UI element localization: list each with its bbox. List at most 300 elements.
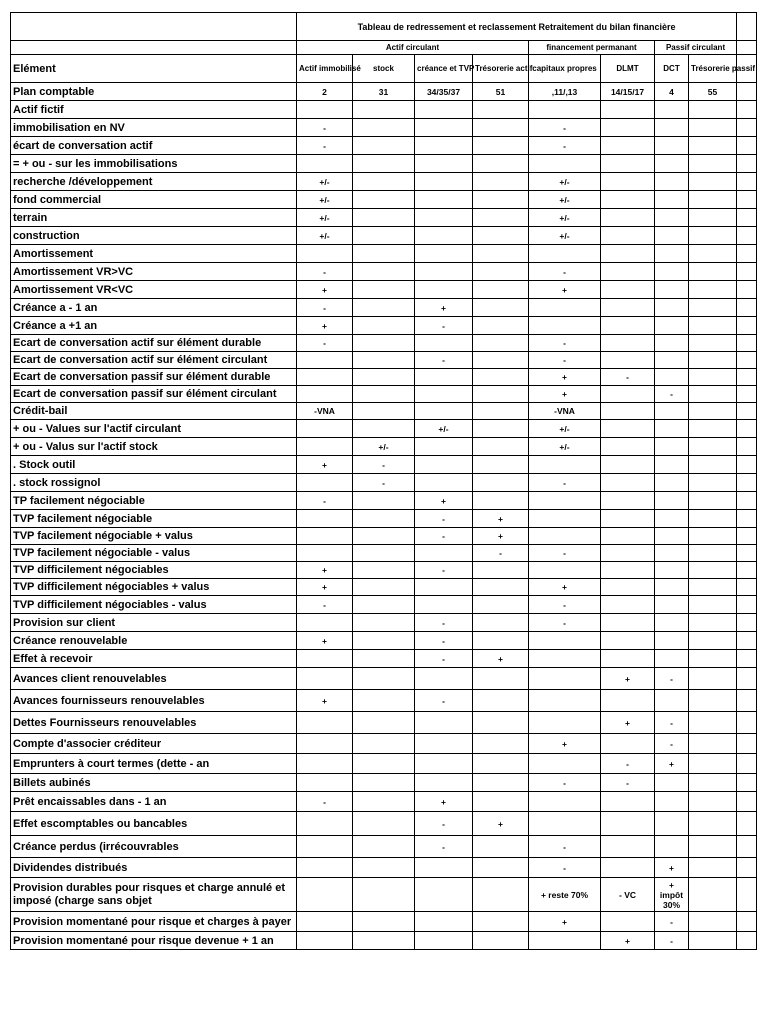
row-side-cell	[737, 912, 757, 932]
table-cell: -	[415, 836, 473, 858]
table-cell	[529, 792, 601, 812]
row-label: Créance renouvelable	[11, 632, 297, 650]
row-side-cell	[737, 792, 757, 812]
table-cell	[689, 912, 737, 932]
row-side-cell	[737, 386, 757, 403]
table-cell	[689, 774, 737, 792]
table-cell	[655, 596, 689, 614]
table-row	[11, 792, 757, 812]
table-cell	[297, 510, 353, 528]
table-cell	[353, 632, 415, 650]
table-cell	[529, 712, 601, 734]
table-row	[11, 545, 757, 562]
table-cell	[655, 579, 689, 596]
table-cell	[689, 456, 737, 474]
table-cell: +/-	[529, 420, 601, 438]
group-blank	[11, 41, 297, 55]
table-cell: +	[655, 754, 689, 774]
row-label: Amortissement VR<VC	[11, 281, 297, 299]
table-cell	[529, 101, 601, 119]
table-cell: -	[415, 690, 473, 712]
table-cell	[689, 562, 737, 579]
table-cell	[415, 101, 473, 119]
table-cell	[601, 632, 655, 650]
table-row	[11, 734, 757, 754]
row-label: TVP facilement négociable + valus	[11, 528, 297, 545]
row-label: Avances fournisseurs renouvelables	[11, 690, 297, 712]
table-cell	[353, 650, 415, 668]
table-cell	[353, 209, 415, 227]
table-row	[11, 712, 757, 734]
table-cell: 34/35/37	[415, 83, 473, 101]
table-cell: -	[297, 596, 353, 614]
column-header: capitaux propres	[529, 55, 601, 83]
table-row	[11, 137, 757, 155]
table-cell	[353, 281, 415, 299]
table-cell: +	[529, 386, 601, 403]
table-row	[11, 209, 757, 227]
row-label: immobilisation en NV	[11, 119, 297, 137]
table-row	[11, 403, 757, 420]
table-cell	[529, 492, 601, 510]
row-label: Ecart de conversation passif sur élément circulant	[11, 386, 297, 403]
row-side-cell	[737, 812, 757, 836]
table-cell	[473, 245, 529, 263]
table-cell: + impôt 30%	[655, 878, 689, 912]
table-cell	[529, 690, 601, 712]
table-cell	[415, 754, 473, 774]
table-cell	[415, 191, 473, 209]
table-cell	[601, 420, 655, 438]
table-cell: -	[297, 335, 353, 352]
table-cell	[473, 386, 529, 403]
table-cell	[529, 510, 601, 528]
table-row	[11, 690, 757, 712]
table-cell	[655, 690, 689, 712]
row-side-cell	[737, 369, 757, 386]
table-cell	[415, 912, 473, 932]
table-cell: +/-	[415, 420, 473, 438]
table-cell	[297, 668, 353, 690]
table-cell: -	[601, 754, 655, 774]
table-cell	[353, 754, 415, 774]
table-cell	[297, 912, 353, 932]
table-title: Tableau de redressement et reclassement Retraitement du bilan financière	[297, 13, 737, 41]
table-cell	[353, 614, 415, 632]
table-cell	[601, 263, 655, 281]
table-cell	[415, 579, 473, 596]
table-cell	[473, 263, 529, 281]
table-cell	[353, 492, 415, 510]
table-cell: +	[415, 792, 473, 812]
row-label: = + ou - sur les immobilisations	[11, 155, 297, 173]
table-cell	[601, 545, 655, 562]
table-cell: -	[529, 596, 601, 614]
table-cell	[415, 227, 473, 245]
table-cell	[689, 474, 737, 492]
table-cell	[473, 712, 529, 734]
table-cell	[353, 510, 415, 528]
table-cell: +	[473, 650, 529, 668]
table-cell	[353, 932, 415, 950]
table-cell	[415, 712, 473, 734]
table-row	[11, 492, 757, 510]
table-row	[11, 754, 757, 774]
row-side-cell	[737, 83, 757, 101]
row-side-cell	[737, 299, 757, 317]
table-row	[11, 614, 757, 632]
table-cell	[297, 155, 353, 173]
row-side-cell	[737, 263, 757, 281]
table-cell: -	[415, 317, 473, 335]
table-cell: +	[415, 492, 473, 510]
table-cell	[689, 878, 737, 912]
table-cell	[689, 119, 737, 137]
row-label: . Stock outil	[11, 456, 297, 474]
row-label: Plan comptable	[11, 83, 297, 101]
row-label: Dividendes distribués	[11, 858, 297, 878]
table-cell	[353, 774, 415, 792]
row-label: Crédit-bail	[11, 403, 297, 420]
table-row	[11, 528, 757, 545]
table-cell	[655, 137, 689, 155]
table-cell	[353, 119, 415, 137]
row-label: Créance a +1 an	[11, 317, 297, 335]
table-cell: +	[601, 668, 655, 690]
table-cell	[473, 690, 529, 712]
table-cell	[353, 712, 415, 734]
table-cell	[601, 438, 655, 456]
table-cell	[297, 101, 353, 119]
table-row	[11, 579, 757, 596]
table-cell: +	[297, 317, 353, 335]
column-header: Actif immobilisé	[297, 55, 353, 83]
table-cell	[655, 317, 689, 335]
table-row	[11, 474, 757, 492]
table-cell: -	[655, 386, 689, 403]
table-cell	[353, 317, 415, 335]
table-cell	[473, 155, 529, 173]
table-cell	[689, 836, 737, 858]
table-row	[11, 191, 757, 209]
row-label: Créance perdus (irrécouvrables	[11, 836, 297, 858]
table-cell	[473, 754, 529, 774]
table-cell	[601, 734, 655, 754]
table-cell	[689, 245, 737, 263]
table-cell	[655, 456, 689, 474]
row-label: construction	[11, 227, 297, 245]
row-label: TP facilement négociable	[11, 492, 297, 510]
table-cell	[473, 173, 529, 191]
table-cell	[689, 227, 737, 245]
row-side-cell	[737, 668, 757, 690]
table-cell	[689, 632, 737, 650]
table-cell: -	[297, 137, 353, 155]
row-side-cell	[737, 545, 757, 562]
table-cell	[601, 335, 655, 352]
table-cell	[473, 912, 529, 932]
table-row	[11, 438, 757, 456]
table-cell	[689, 369, 737, 386]
table-cell	[655, 528, 689, 545]
column-header: DLMT	[601, 55, 655, 83]
table-cell	[473, 774, 529, 792]
table-cell	[473, 335, 529, 352]
table-row	[11, 858, 757, 878]
table-cell	[353, 812, 415, 836]
row-label: recherche /développement	[11, 173, 297, 191]
table-cell	[415, 596, 473, 614]
row-side-cell	[737, 227, 757, 245]
table-cell: -	[353, 474, 415, 492]
table-cell	[689, 690, 737, 712]
table-cell	[415, 137, 473, 155]
table-cell: -	[415, 614, 473, 632]
row-side-cell	[737, 932, 757, 950]
table-cell	[529, 299, 601, 317]
table-row	[11, 281, 757, 299]
table-row	[11, 173, 757, 191]
table-cell: -	[529, 545, 601, 562]
table-cell	[473, 191, 529, 209]
table-cell	[529, 754, 601, 774]
row-label: Ecart de conversation actif sur élément circulant	[11, 352, 297, 369]
table-cell	[473, 101, 529, 119]
title-side-cell	[737, 13, 757, 41]
row-side-cell	[737, 119, 757, 137]
row-label: TVP difficilement négociables	[11, 562, 297, 579]
table-cell	[353, 596, 415, 614]
table-cell	[655, 263, 689, 281]
table-cell: 31	[353, 83, 415, 101]
row-side-cell	[737, 690, 757, 712]
row-side-cell	[737, 173, 757, 191]
table-cell: -	[297, 263, 353, 281]
table-cell	[689, 281, 737, 299]
row-side-cell	[737, 209, 757, 227]
table-cell	[601, 836, 655, 858]
table-cell: + reste 70%	[529, 878, 601, 912]
table-cell	[473, 369, 529, 386]
row-side-cell	[737, 191, 757, 209]
row-label: + ou - Values sur l'actif circulant	[11, 420, 297, 438]
row-side-cell	[737, 317, 757, 335]
table-cell	[297, 438, 353, 456]
table-cell	[473, 403, 529, 420]
table-cell	[529, 668, 601, 690]
table-cell	[601, 173, 655, 191]
table-cell: -	[655, 912, 689, 932]
table-cell	[655, 119, 689, 137]
table-cell	[353, 734, 415, 754]
table-row	[11, 317, 757, 335]
table-cell	[473, 932, 529, 950]
row-label: Provision durables pour risques et charge annulé et imposé (charge sans objet	[11, 878, 297, 912]
table-cell: -	[655, 712, 689, 734]
table-cell	[655, 101, 689, 119]
table-cell	[689, 528, 737, 545]
row-label: Provision momentané pour risque et charges à payer	[11, 912, 297, 932]
row-side-cell	[737, 245, 757, 263]
table-cell	[415, 263, 473, 281]
table-cell	[473, 562, 529, 579]
table-cell	[353, 668, 415, 690]
table-cell: +	[473, 528, 529, 545]
row-label: Emprunters à court termes (dette - an	[11, 754, 297, 774]
table-cell	[601, 403, 655, 420]
row-side-cell	[737, 510, 757, 528]
table-row	[11, 812, 757, 836]
table-cell	[353, 263, 415, 281]
table-cell	[353, 579, 415, 596]
table-cell: +/-	[297, 227, 353, 245]
table-row	[11, 245, 757, 263]
table-cell: -	[601, 369, 655, 386]
table-cell	[601, 510, 655, 528]
retraitement-table	[10, 12, 757, 950]
table-cell	[353, 858, 415, 878]
table-cell: +	[529, 369, 601, 386]
table-cell	[689, 614, 737, 632]
table-cell	[415, 774, 473, 792]
table-cell	[689, 579, 737, 596]
table-cell: +	[529, 734, 601, 754]
row-label: TVP difficilement négociables - valus	[11, 596, 297, 614]
table-cell: +	[529, 281, 601, 299]
row-side-cell	[737, 712, 757, 734]
row-label: TVP difficilement négociables + valus	[11, 579, 297, 596]
table-cell	[353, 101, 415, 119]
table-cell	[353, 403, 415, 420]
column-header: Trésorerie passif	[689, 55, 737, 83]
table-cell	[353, 836, 415, 858]
row-side-cell	[737, 734, 757, 754]
table-cell	[353, 191, 415, 209]
table-cell	[689, 335, 737, 352]
table-cell: +	[297, 690, 353, 712]
table-cell	[297, 245, 353, 263]
group-passif-circulant: Passif circulant	[655, 41, 737, 55]
table-cell	[297, 754, 353, 774]
table-cell	[415, 403, 473, 420]
row-side-cell	[737, 632, 757, 650]
table-cell	[601, 119, 655, 137]
table-cell	[415, 858, 473, 878]
table-cell	[297, 650, 353, 668]
table-cell: -	[601, 774, 655, 792]
row-side-cell	[737, 754, 757, 774]
table-cell	[473, 492, 529, 510]
table-row	[11, 596, 757, 614]
row-label: Dettes Fournisseurs renouvelables	[11, 712, 297, 734]
table-cell	[415, 456, 473, 474]
table-cell	[689, 386, 737, 403]
table-cell	[529, 632, 601, 650]
corner-blank	[11, 13, 297, 41]
row-side-cell	[737, 420, 757, 438]
table-cell	[689, 209, 737, 227]
table-cell: +/-	[353, 438, 415, 456]
table-cell: -	[415, 510, 473, 528]
row-label: Billets aubinés	[11, 774, 297, 792]
table-cell: +	[473, 510, 529, 528]
table-cell	[529, 812, 601, 836]
table-cell	[689, 137, 737, 155]
row-side-cell	[737, 858, 757, 878]
table-cell	[529, 650, 601, 668]
table-cell	[655, 369, 689, 386]
table-cell	[601, 528, 655, 545]
table-cell	[601, 858, 655, 878]
table-cell	[415, 155, 473, 173]
table-cell	[473, 352, 529, 369]
row-label: + ou - Valus sur l'actif stock	[11, 438, 297, 456]
table-cell	[689, 438, 737, 456]
table-cell	[689, 754, 737, 774]
row-label: Provision momentané pour risque devenue + 1 an	[11, 932, 297, 950]
table-row	[11, 912, 757, 932]
column-header: stock	[353, 55, 415, 83]
table-cell	[473, 596, 529, 614]
table-cell	[601, 191, 655, 209]
table-cell	[655, 299, 689, 317]
table-cell	[473, 474, 529, 492]
table-cell	[353, 420, 415, 438]
table-cell	[655, 836, 689, 858]
table-cell: +	[529, 579, 601, 596]
table-cell	[655, 562, 689, 579]
row-side-cell	[737, 836, 757, 858]
row-side-cell	[737, 596, 757, 614]
table-cell	[415, 209, 473, 227]
table-cell	[415, 281, 473, 299]
table-cell: -	[529, 614, 601, 632]
table-cell: +/-	[297, 209, 353, 227]
table-cell	[473, 858, 529, 878]
table-cell	[297, 774, 353, 792]
table-cell	[689, 932, 737, 950]
row-label: Effet escomptables ou bancables	[11, 812, 297, 836]
table-cell	[297, 858, 353, 878]
table-cell	[601, 579, 655, 596]
table-cell	[601, 690, 655, 712]
table-cell: +	[655, 858, 689, 878]
table-cell	[297, 352, 353, 369]
table-cell	[353, 545, 415, 562]
table-cell	[415, 734, 473, 754]
table-cell	[689, 155, 737, 173]
table-row	[11, 878, 757, 912]
table-cell: -	[415, 650, 473, 668]
table-cell: -	[297, 299, 353, 317]
table-cell	[601, 299, 655, 317]
table-cell	[655, 438, 689, 456]
table-cell: -	[415, 562, 473, 579]
table-cell	[655, 632, 689, 650]
table-cell: -	[297, 792, 353, 812]
table-cell: -	[655, 932, 689, 950]
table-cell: ,11/,13	[529, 83, 601, 101]
table-cell	[655, 650, 689, 668]
table-cell	[529, 155, 601, 173]
table-cell	[601, 812, 655, 836]
table-cell	[689, 510, 737, 528]
table-cell	[529, 528, 601, 545]
table-cell	[473, 137, 529, 155]
row-side-cell	[737, 492, 757, 510]
table-cell: +	[529, 912, 601, 932]
row-side-cell	[737, 474, 757, 492]
